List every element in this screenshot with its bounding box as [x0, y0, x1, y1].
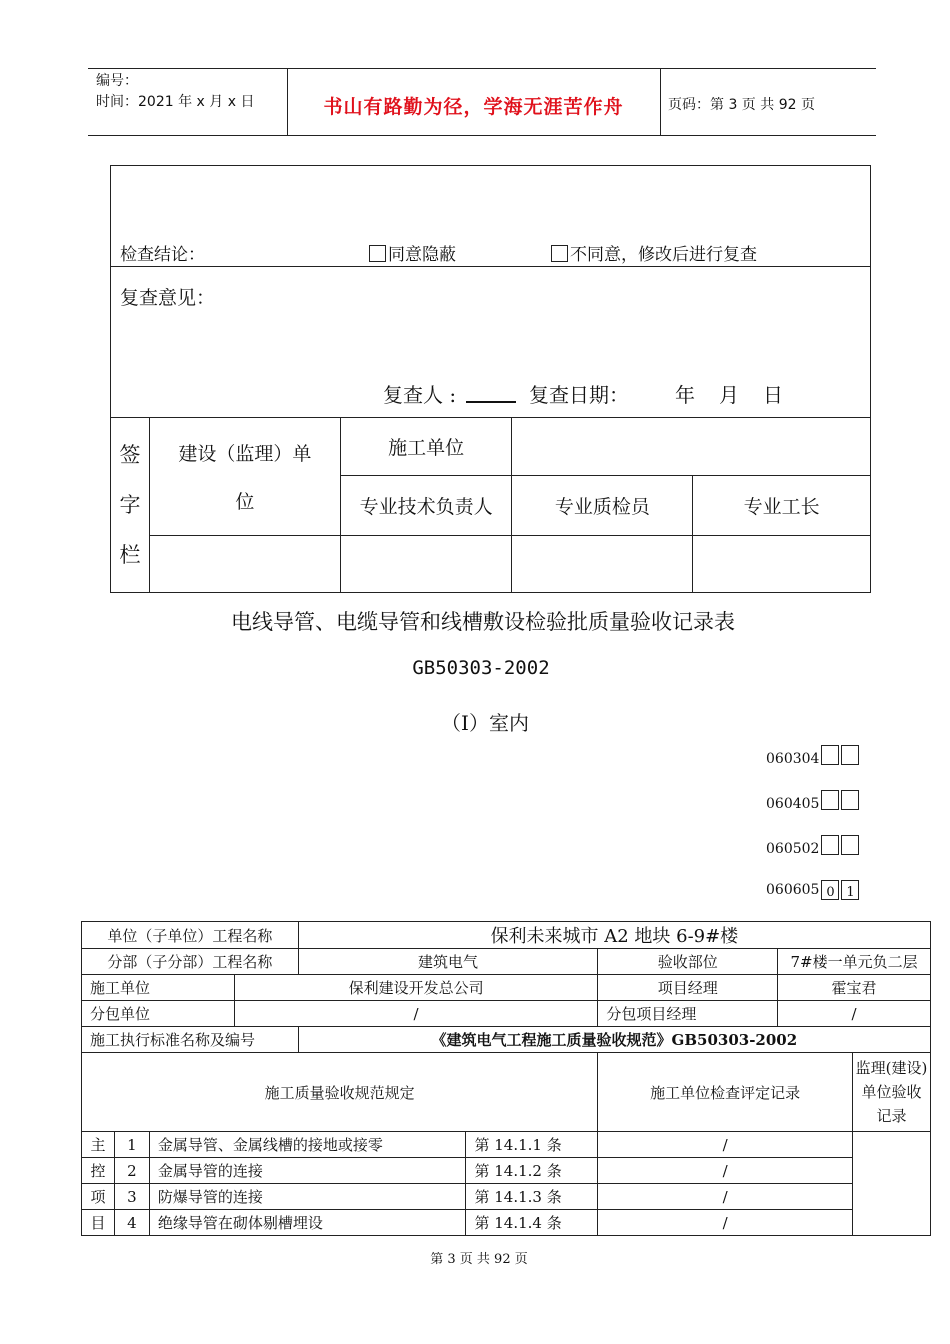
document-number-label: 编号：: [96, 73, 138, 89]
item-name: 绝缘导管在砌体剔槽埋设: [149, 1210, 466, 1236]
division-label-cell: [82, 949, 299, 975]
standard-label: 施工执行标准名称及编号: [90, 1031, 256, 1049]
conclusion-row: [111, 166, 871, 267]
disagree-label: 不同意，修改后进行复查: [570, 245, 757, 265]
subcontractor-value-cell: [234, 1001, 598, 1027]
code-row-1: [766, 745, 859, 767]
builder-record-header: 施工单位检查评定记录: [650, 1083, 801, 1102]
header-bottom-rule: [88, 135, 876, 136]
signature-row-1: [111, 418, 871, 476]
form-title: 电线导管、电缆导管和线槽敷设检验批质量验收记录表: [231, 610, 735, 634]
reviewer-label: 复查人 :: [383, 383, 457, 407]
item-row: [82, 1158, 931, 1184]
item-record[interactable]: /: [598, 1184, 853, 1210]
review-opinion-label: 复查意见：: [120, 287, 216, 309]
page-number-label: 页码：第 3 页 共 92 页: [668, 97, 815, 113]
item-name: 防爆导管的连接: [149, 1184, 466, 1210]
subcontractor-label-cell: [82, 1001, 235, 1027]
inspection-table: [110, 165, 871, 593]
main-item-char-3: 项: [82, 1184, 115, 1210]
pm-value: 霍宝君: [831, 979, 877, 997]
pm-label: 项目经理: [657, 979, 718, 997]
tech-lead-cell: [340, 476, 512, 536]
acceptance-part-value-cell: [778, 949, 931, 975]
code-value: 060405: [766, 796, 820, 812]
division-value-cell: [298, 949, 598, 975]
standard-row: [82, 1027, 931, 1053]
main-item-char-2: 控: [82, 1158, 115, 1184]
supervisor-record-cell[interactable]: [853, 1132, 931, 1236]
code-digit-box[interactable]: 1: [841, 880, 859, 900]
unit-project-label: 单位（子单位）工程名称: [107, 926, 273, 945]
pm-label-cell: [598, 975, 778, 1001]
form-section: （Ⅰ）室内: [441, 711, 529, 735]
record-table: [81, 921, 931, 1236]
foreman-sign-cell[interactable]: [693, 536, 871, 593]
quality-inspector-sign-cell[interactable]: [512, 536, 693, 593]
code-digit-box[interactable]: [821, 745, 839, 765]
tech-lead-label: 专业技术负责人: [359, 496, 493, 518]
item-no: 1: [114, 1132, 149, 1158]
builder-unit-label: 施工单位: [388, 437, 465, 459]
unit-project-row: [82, 922, 931, 949]
tech-lead-sign-cell[interactable]: [340, 536, 512, 593]
sub-pm-value: /: [851, 1004, 857, 1023]
spec-header: 施工质量验收规范规定: [264, 1083, 415, 1102]
foreman-cell: [693, 476, 871, 536]
subcontractor-label: 分包单位: [90, 1005, 151, 1023]
item-no: 3: [114, 1184, 149, 1210]
division-value: 建筑电气: [418, 953, 479, 971]
item-no: 2: [114, 1158, 149, 1184]
code-digit-box[interactable]: [821, 835, 839, 855]
builder-label: 施工单位: [90, 979, 151, 997]
code-row-4: [766, 880, 859, 900]
item-record[interactable]: /: [598, 1158, 853, 1184]
review-month: 月: [719, 383, 739, 407]
header-top-rule: [88, 68, 876, 69]
reviewer-underline: [466, 401, 516, 403]
code-digit-box[interactable]: [841, 790, 859, 810]
item-record[interactable]: /: [598, 1210, 853, 1236]
subcontractor-value: /: [413, 1004, 419, 1023]
division-row: [82, 949, 931, 975]
construction-unit-sign-cell[interactable]: [149, 536, 340, 593]
supervisor-header-line3: 记录: [876, 1107, 907, 1125]
option-agree[interactable]: [369, 240, 456, 265]
pm-value-cell: [778, 975, 931, 1001]
signature-char-3: 栏: [119, 543, 141, 567]
acceptance-part-label-cell: [598, 949, 778, 975]
builder-value: 保利建设开发总公司: [348, 979, 484, 997]
item-record[interactable]: /: [598, 1132, 853, 1158]
signature-char-2: 字: [119, 493, 141, 517]
sub-pm-label-cell: [598, 1001, 778, 1027]
item-row: [82, 1184, 931, 1210]
signature-row-3: [111, 536, 871, 593]
unit-project-value: 保利未来城市 A2 地块 6-9#楼: [490, 926, 739, 947]
construction-unit-line1: 建设（监理）单: [178, 443, 312, 465]
conclusion-cell: [111, 166, 871, 267]
supervisor-header-line2: 单位验收: [861, 1083, 922, 1101]
agree-checkbox[interactable]: [369, 245, 386, 262]
conclusion-label: 检查结论：: [120, 245, 205, 265]
main-item-char-4: 目: [82, 1210, 115, 1236]
item-row: [82, 1132, 931, 1158]
column-header-row: [82, 1053, 931, 1132]
subcontractor-row: [82, 1001, 931, 1027]
standard-value: 《建筑电气工程施工质量验收规范》GB50303-2002: [431, 1031, 798, 1049]
code-digit-box[interactable]: [841, 745, 859, 765]
division-label: 分部（子分部）工程名称: [107, 953, 273, 971]
review-year: 年: [675, 383, 695, 407]
code-row-2: [766, 790, 859, 812]
code-digit-box[interactable]: [841, 835, 859, 855]
builder-unit-sign-cell[interactable]: [512, 418, 871, 476]
option-disagree[interactable]: [551, 240, 757, 265]
review-day: 日: [763, 383, 783, 407]
header-motto: 书山有路勤为径，学海无涯苦作舟: [323, 96, 624, 118]
page-footer: 第 3 页 共 92 页: [430, 1252, 528, 1267]
builder-label-cell: [82, 975, 235, 1001]
signature-column-title: [111, 418, 150, 593]
item-clause: 第 14.1.1 条: [466, 1132, 598, 1158]
builder-row: [82, 975, 931, 1001]
item-clause: 第 14.1.2 条: [466, 1158, 598, 1184]
quality-inspector-cell: [512, 476, 693, 536]
review-cell: [111, 267, 871, 418]
form-standard: GB50303-2002: [412, 657, 550, 679]
item-no: 4: [114, 1210, 149, 1236]
item-name: 金属导管的连接: [149, 1158, 466, 1184]
builder-record-header-cell: [598, 1053, 853, 1132]
sub-pm-value-cell: [778, 1001, 931, 1027]
construction-unit-cell: [149, 418, 340, 536]
acceptance-part-label: 验收部位: [657, 953, 718, 971]
construction-unit-line2: 位: [235, 491, 255, 513]
disagree-checkbox[interactable]: [551, 245, 568, 262]
review-date-label: 复查日期：: [529, 383, 629, 407]
acceptance-part-value: 7#楼一单元负二层: [790, 953, 918, 971]
code-value: 060304: [766, 751, 820, 767]
code-value: 060502: [766, 841, 820, 857]
agree-label: 同意隐蔽: [388, 245, 456, 265]
builder-value-cell: [234, 975, 598, 1001]
header-divider-right: [660, 68, 661, 135]
document-time-label: 时间：2021 年 x 月 x 日: [96, 94, 255, 110]
item-clause: 第 14.1.4 条: [466, 1210, 598, 1236]
builder-unit-cell: [340, 418, 512, 476]
supervisor-header-line1: 监理(建设): [855, 1059, 928, 1077]
sub-pm-label: 分包项目经理: [606, 1005, 697, 1023]
item-row: [82, 1210, 931, 1236]
review-row: [111, 267, 871, 418]
foreman-label: 专业工长: [743, 496, 820, 518]
item-clause: 第 14.1.3 条: [466, 1184, 598, 1210]
item-name: 金属导管、金属线槽的接地或接零: [149, 1132, 466, 1158]
unit-project-label-cell: [82, 922, 299, 949]
main-item-char-1: 主: [82, 1132, 115, 1158]
standard-value-cell: [298, 1027, 930, 1053]
unit-project-value-cell: [298, 922, 930, 949]
signature-char-1: 签: [119, 443, 141, 467]
quality-inspector-label: 专业质检员: [554, 496, 650, 518]
code-digit-box[interactable]: 0: [821, 880, 839, 900]
standard-label-cell: [82, 1027, 299, 1053]
supervisor-header-cell: [853, 1053, 931, 1132]
code-value: 060605: [766, 882, 820, 898]
code-row-3: [766, 835, 859, 857]
spec-header-cell: [82, 1053, 598, 1132]
code-digit-box[interactable]: [821, 790, 839, 810]
